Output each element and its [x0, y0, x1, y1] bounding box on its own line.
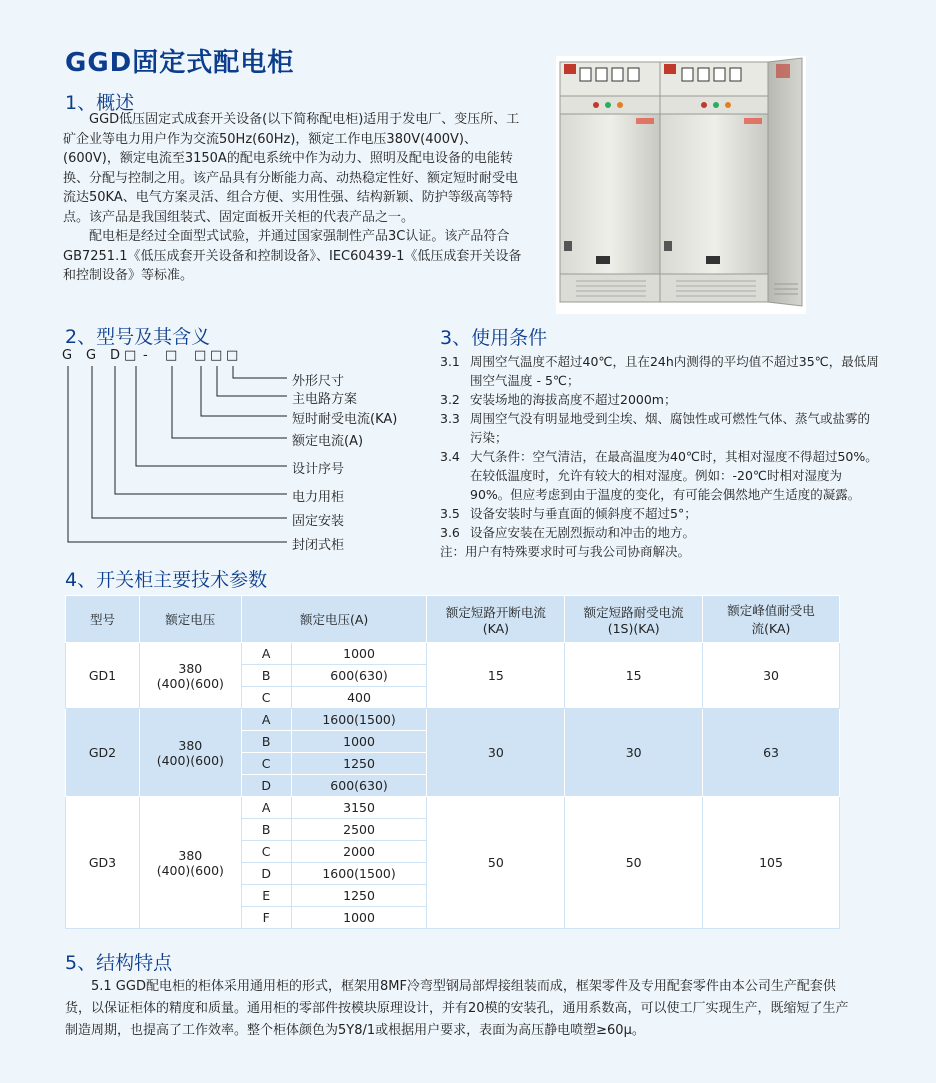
header-model: 型号	[66, 596, 140, 643]
section-4-heading: 4、开关柜主要技术参数	[65, 569, 268, 591]
cell-current-letter: A	[241, 643, 291, 665]
conditions-list	[440, 352, 880, 561]
section-1-body	[63, 110, 525, 286]
condition-item: 3.2 安装场地的海拔高度不超过2000m；	[440, 392, 677, 407]
table-row	[66, 797, 840, 819]
section-5-body	[65, 976, 855, 1042]
section-1-heading: 1、概述	[65, 92, 135, 114]
parameters-table	[65, 595, 840, 929]
cell-current-letter: A	[241, 797, 291, 819]
cell-peak-current: 30	[703, 643, 840, 709]
cell-current-letter: D	[241, 775, 291, 797]
code-label-main-circuit: 主电路方案	[292, 392, 358, 407]
cell-current-value: 1000	[291, 907, 427, 929]
header-current: 额定电压(A)	[241, 596, 427, 643]
cell-voltage: 380 (400)(600)	[139, 709, 241, 797]
cell-break-current: 30	[427, 709, 565, 797]
code-label-rated-current: 额定电流(A)	[292, 434, 364, 449]
cell-current-value: 600(630)	[291, 665, 427, 687]
cell-voltage: 380 (400)(600)	[139, 643, 241, 709]
code-char: G	[62, 348, 73, 363]
cell-break-current: 15	[427, 643, 565, 709]
condition-item: 3.1 周围空气温度不超过40℃，且在24h内测得的平均值不超过35℃，最低周围空气温度 - 5℃；	[440, 354, 879, 388]
cell-model: GD2	[66, 709, 140, 797]
code-char: -	[143, 348, 148, 363]
code-label-short-time-current: 短时耐受电流(KA)	[292, 412, 398, 427]
cell-break-current: 50	[427, 797, 565, 929]
structure-paragraph: 5.1 GGD配电柜的柜体采用通用柜的形式，框架用8MF冷弯型钢局部焊接组装而成，框架零件及专用配套零件由本公司生产配套供货，以保证柜体的精度和质量。通用柜的零部件按模块原理设计，并有20模的安装孔，通用系数高，可以使工厂实现生产，既缩短了生产制造周期，也提高了工作效率。整个柜体颜色为5Y8/1或根据用户要求，表面为高压静电喷塑≥60μ。	[65, 979, 849, 1038]
overview-paragraph-2: 配电柜是经过全面型式试验，并通过国家强制性产品3C认证。该产品符合GB7251.1《低压成套开关设备和控制设备》、IEC60439-1《低压成套开关设备和控制设备》等标准。	[63, 229, 522, 283]
condition-item: 3.5 设备安装时与垂直面的倾斜度不超过5°；	[440, 506, 697, 521]
code-char: □	[210, 348, 223, 363]
cell-current-value: 1250	[291, 753, 427, 775]
page-title: GGD固定式配电柜	[65, 48, 295, 78]
code-label-power-cabinet: 电力用柜	[292, 490, 345, 505]
cell-current-letter: C	[241, 841, 291, 863]
table-header-row	[66, 596, 840, 643]
cell-current-letter: C	[241, 687, 291, 709]
cell-current-letter: C	[241, 753, 291, 775]
condition-item: 3.3 周围空气没有明显地受到尘埃、烟、腐蚀性或可燃性气体、蒸气或盐雾的污染；	[440, 411, 871, 445]
code-label-enclosed: 封闭式柜	[292, 538, 345, 553]
cell-peak-current: 63	[703, 709, 840, 797]
code-label-dimension: 外形尺寸	[292, 374, 345, 389]
cell-current-value: 1000	[291, 731, 427, 753]
cell-current-value: 2500	[291, 819, 427, 841]
section-2-heading: 2、型号及其含义	[65, 326, 211, 348]
cell-current-value: 3150	[291, 797, 427, 819]
cell-current-value: 600(630)	[291, 775, 427, 797]
cell-current-letter: E	[241, 885, 291, 907]
cell-peak-current: 105	[703, 797, 840, 929]
cell-current-letter: D	[241, 863, 291, 885]
code-connector-lines	[62, 348, 302, 558]
overview-paragraph-1: GGD低压固定式成套开关设备(以下简称配电柜)适用于发电厂、变压所、工矿企业等电力用户作为交流50Hz(60Hz)，额定工作电压380V(400V)、(600V)，额定电流至3150A的配电系统中作为动力、照明及配电设备的电能转换、分配与控制之用。该产品具有分断能力高、动热稳定性好、额定短时耐受电流达50KA、电气方案灵活、组合方便、实用性强、结构新颖、防护等级高等特点。该产品是我国组装式、固定面板开关柜的代表产品之一。	[63, 112, 520, 225]
table-row	[66, 709, 840, 731]
cell-withstand-current: 15	[565, 643, 703, 709]
code-char: □	[194, 348, 207, 363]
cell-current-value: 1250	[291, 885, 427, 907]
code-char: □	[124, 348, 137, 363]
header-peak-current: 额定峰值耐受电流(KA)	[703, 596, 840, 643]
header-break-current: 额定短路开断电流(KA)	[427, 596, 565, 643]
condition-item: 3.4 大气条件：空气清洁，在最高温度为40℃时，其相对湿度不得超过50%。在较低温度时，允许有较大的相对湿度。例如：-20℃时相对湿度为90%。但应考虑到由于温度的变化，有可能会偶然地产生适度的凝露。	[440, 449, 878, 502]
cabinet-image	[556, 56, 806, 314]
code-label-fixed-install: 固定安装	[292, 514, 345, 529]
cell-current-letter: B	[241, 665, 291, 687]
code-char: □	[165, 348, 178, 363]
cell-voltage: 380 (400)(600)	[139, 797, 241, 929]
cell-current-letter: A	[241, 709, 291, 731]
cell-current-value: 400	[291, 687, 427, 709]
model-code-diagram	[62, 348, 442, 558]
cell-current-value: 1000	[291, 643, 427, 665]
code-label-design-no: 设计序号	[292, 462, 345, 477]
cell-current-value: 1600(1500)	[291, 709, 427, 731]
table-row	[66, 643, 840, 665]
cell-current-value: 2000	[291, 841, 427, 863]
cell-current-letter: F	[241, 907, 291, 929]
cell-withstand-current: 30	[565, 709, 703, 797]
condition-item: 3.6 设备应安装在无剧烈振动和冲击的地方。	[440, 525, 696, 540]
cell-model: GD1	[66, 643, 140, 709]
section-3-heading: 3、使用条件	[440, 327, 548, 349]
code-char: D	[110, 348, 121, 363]
cell-model: GD3	[66, 797, 140, 929]
section-5-heading: 5、结构特点	[65, 952, 173, 974]
cell-current-value: 1600(1500)	[291, 863, 427, 885]
cell-current-letter: B	[241, 731, 291, 753]
code-char: □	[226, 348, 239, 363]
cell-current-letter: B	[241, 819, 291, 841]
header-withstand-current: 额定短路耐受电流(1S)(KA)	[565, 596, 703, 643]
conditions-note: 注：用户有特殊要求时可与我公司协商解决。	[440, 544, 691, 559]
header-voltage: 额定电压	[139, 596, 241, 643]
cell-withstand-current: 50	[565, 797, 703, 929]
code-char: G	[86, 348, 97, 363]
